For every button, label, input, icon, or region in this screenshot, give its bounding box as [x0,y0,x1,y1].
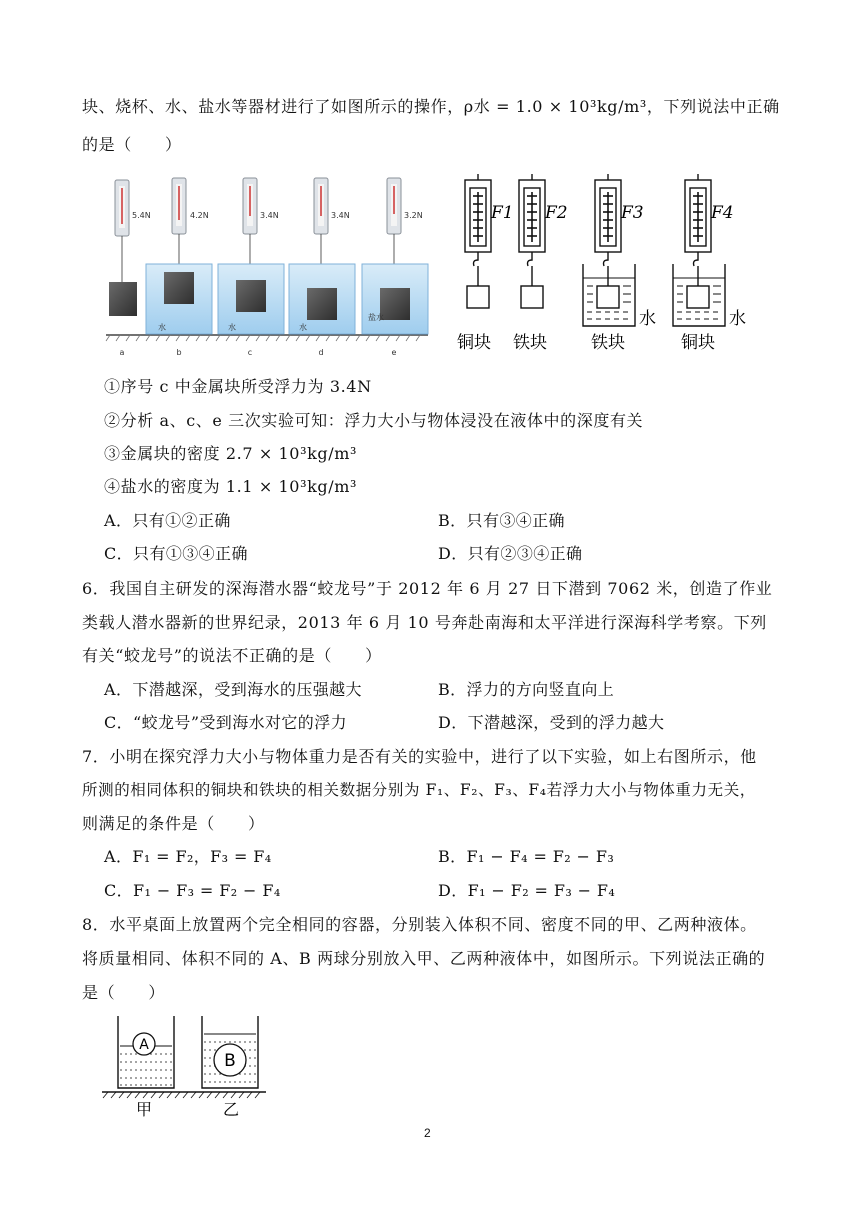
svg-text:水: 水 [228,323,236,332]
q6-option-c: C．“蛟龙号”受到海水对它的浮力 [104,713,348,732]
svg-text:水: 水 [729,309,746,329]
q7-line-1: 7．小明在探究浮力大小与物体重力是否有关的实验中，进行了以下实验，如上右图所示，他 [82,747,757,766]
reading-d: 3.4N [331,211,350,220]
reading-b: 4.2N [190,211,209,220]
force-label-f2: F2 [545,203,568,223]
q5-intro-line-2: 的是（ ） [82,135,182,154]
reading-a: 5.4N [132,211,151,220]
figure-two-containers [100,1012,270,1122]
svg-text:水: 水 [639,309,656,329]
q7-line-3: 则满足的条件是（ ） [82,814,265,833]
q5-statement-3: ③金属块的密度 2.7 × 10³kg/m³ [104,444,357,463]
q6-line-2: 类载人潜水器新的世界纪录，2013 年 6 月 10 号奔赴南海和太平洋进行深海科学考察。下列 [82,613,767,632]
force-label-f3: F3 [621,203,644,223]
q5-statement-1: ①序号 c 中金属块所受浮力为 3.4N [104,377,372,396]
reading-e: 3.2N [404,211,423,220]
figure-copper-iron-experiment [455,172,760,362]
svg-text:盐水: 盐水 [368,313,384,322]
q6-option-d: D．下潜越深，受到的浮力越大 [438,713,665,732]
q5-statement-2: ②分析 a、c、e 三次实验可知：浮力大小与物体浸没在液体中的深度有关 [104,411,644,430]
q7-line-2: 所测的相同体积的铜块和铁块的相关数据分别为 F₁、F₂、F₃、F₄若浮力大小与物体重力无关， [82,781,756,799]
label-iron-2: 铁块 [591,333,625,353]
q5-option-b: B．只有③④正确 [438,511,565,530]
svg-text:d: d [318,348,324,357]
svg-text:水: 水 [158,323,166,332]
svg-text:A: A [139,1037,149,1053]
q5-intro-line-1: 块、烧杯、水、盐水等器材进行了如图所示的操作，ρ水 = 1.0 × 10³kg/m³，下列说法中正确 [82,97,780,116]
q6-option-a: A．下潜越深，受到海水的压强越大 [104,680,362,699]
scale-a [109,180,151,357]
label-iron-1: 铁块 [513,333,547,353]
q6-line-1: 6．我国自主研发的深海潜水器“蛟龙号”于 2012 年 6 月 27 日下潜到 7062 米，创造了作业 [82,579,773,598]
figure-spring-scale-experiment [102,172,432,362]
reading-c: 3.4N [260,211,279,220]
svg-text:B: B [224,1051,236,1071]
scale-e [362,178,428,357]
svg-text:a: a [119,348,125,357]
q6-line-3: 有关“蛟龙号”的说法不正确的是（ ） [82,646,382,665]
svg-text:b: b [176,348,182,357]
svg-text:水: 水 [299,323,307,332]
force-label-f1: F1 [491,203,514,223]
q7-option-d: D．F₁ − F₂ = F₃ − F₄ [438,881,616,900]
label-copper-2: 铜块 [681,333,715,353]
svg-text:甲: 甲 [136,1100,153,1119]
label-copper-1: 铜块 [457,333,491,353]
force-label-f4: F4 [711,203,734,223]
scale-d [289,178,355,357]
q5-option-a: A．只有①②正确 [104,511,231,530]
scale-c [218,178,284,357]
q8-line-1: 8．水平桌面上放置两个完全相同的容器，分别装入体积不同、密度不同的甲、乙两种液体。 [82,915,757,934]
q5-option-d: D．只有②③④正确 [438,544,583,563]
svg-text:e: e [391,348,397,357]
svg-text:c: c [247,348,253,357]
q7-option-a: A．F₁ = F₂，F₃ = F₄ [104,847,272,866]
page-number: 2 [424,1126,431,1140]
svg-text:乙: 乙 [223,1100,240,1119]
q8-line-2: 将质量相同、体积不同的 A、B 两球分别放入甲、乙两种液体中，如图所示。下列说法正确的 [82,949,766,968]
scale-b [146,178,212,357]
q6-option-b: B．浮力的方向竖直向上 [438,680,615,699]
q7-option-c: C．F₁ − F₃ = F₂ − F₄ [104,881,281,900]
q5-statement-4: ④盐水的密度为 1.1 × 10³kg/m³ [104,477,357,496]
q8-line-3: 是（ ） [82,983,166,1002]
q7-option-b: B．F₁ − F₄ = F₂ − F₃ [438,847,615,866]
q5-option-c: C．只有①③④正确 [104,544,248,563]
